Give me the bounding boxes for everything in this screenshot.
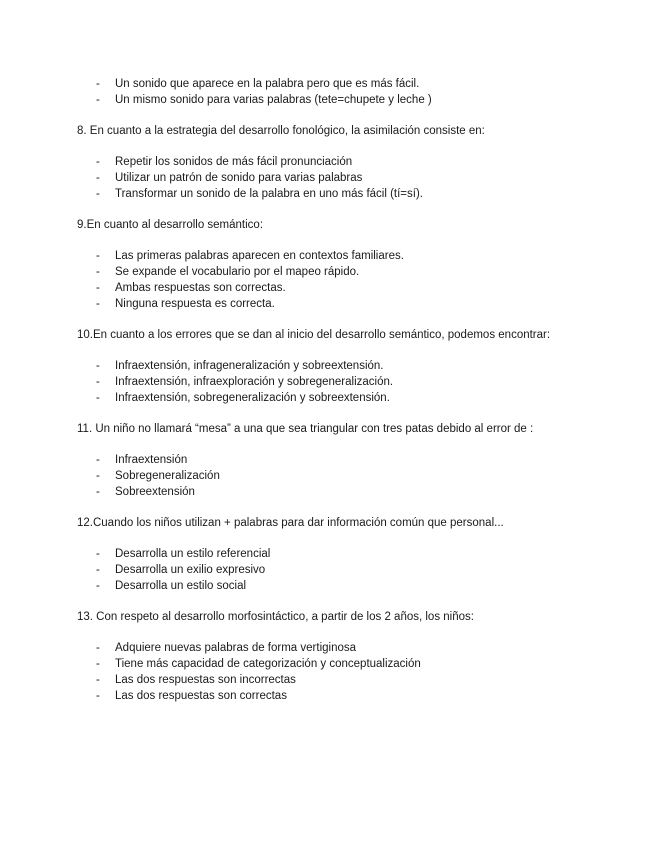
question-8: 8. En cuanto a la estrategia del desarrollo fonológico, la asimilación consiste en: [77, 125, 485, 137]
list-dash: - [96, 78, 100, 90]
list-dash: - [96, 250, 100, 262]
list-dash: - [96, 282, 100, 294]
option-item [77, 186, 637, 202]
option-item [77, 390, 637, 406]
list-dash: - [96, 454, 100, 466]
list-dash: - [96, 392, 100, 404]
list-dash: - [96, 470, 100, 482]
option-item [77, 374, 637, 390]
list-dash: - [96, 266, 100, 278]
option-item [77, 688, 637, 704]
option-text: Desarrolla un estilo referencial [115, 548, 271, 560]
option-text: Transformar un sonido de la palabra en uno más fácil (tí=sí). [115, 188, 423, 200]
question-10-options [77, 358, 637, 406]
option-item [77, 170, 637, 186]
list-dash: - [96, 580, 100, 592]
list-dash: - [96, 548, 100, 560]
list-dash: - [96, 674, 100, 686]
intro-option-list [77, 76, 637, 108]
option-item [77, 154, 637, 170]
question-9: 9.En cuanto al desarrollo semántico: [77, 219, 264, 231]
question-12: 12.Cuando los niños utilizan + palabras para dar información común que personal... [77, 517, 504, 529]
option-text: Ninguna respuesta es correcta. [115, 298, 275, 310]
option-text: Sobreextensión [115, 486, 195, 498]
list-dash: - [96, 94, 100, 106]
option-item [77, 484, 637, 500]
question-11: 11. Un niño no llamará “mesa” a una que sea triangular con tres patas debido al error de : [77, 423, 534, 435]
option-item [77, 264, 637, 280]
list-dash: - [96, 690, 100, 702]
option-text: Tiene más capacidad de categorización y conceptualización [115, 658, 421, 670]
document-content [77, 76, 637, 704]
option-text: Desarrolla un exilio expresivo [115, 564, 266, 576]
option-text: Desarrolla un estilo social [115, 580, 247, 592]
option-text: Adquiere nuevas palabras de forma vertiginosa [115, 642, 357, 654]
option-item [77, 546, 637, 562]
question-12-options [77, 546, 637, 594]
question-13-options [77, 640, 637, 704]
list-dash: - [96, 172, 100, 184]
list-dash: - [96, 486, 100, 498]
option-item [77, 672, 637, 688]
question-13: 13. Con respeto al desarrollo morfosintáctico, a partir de los 2 años, los niños: [77, 611, 474, 623]
option-item [77, 296, 637, 312]
option-item [77, 452, 637, 468]
option-text: Sobregeneralización [115, 470, 220, 482]
option-text: Se expande el vocabulario por el mapeo rápido. [115, 266, 360, 278]
option-item [77, 358, 637, 374]
option-text: Utilizar un patrón de sonido para varias palabras [115, 172, 363, 184]
option-text: Las dos respuestas son correctas [115, 690, 287, 702]
option-item [77, 562, 637, 578]
list-dash: - [96, 188, 100, 200]
list-dash: - [96, 298, 100, 310]
option-item [77, 578, 637, 594]
option-text: Las dos respuestas son incorrectas [115, 674, 296, 686]
option-text: Infraextensión, infraexploración y sobregeneralización. [115, 376, 394, 388]
option-text: Infraextensión [115, 454, 188, 466]
option-text: Repetir los sonidos de más fácil pronunciación [115, 156, 353, 168]
list-dash: - [96, 564, 100, 576]
option-item [77, 280, 637, 296]
option-text: Un sonido que aparece en la palabra pero que es más fácil. [115, 78, 420, 90]
option-text: Ambas respuestas son correctas. [115, 282, 286, 294]
option-item [77, 92, 637, 108]
list-dash: - [96, 642, 100, 654]
option-text: Infraextensión, infrageneralización y sobreextensión. [115, 360, 384, 372]
option-item [77, 468, 637, 484]
question-8-options [77, 154, 637, 202]
list-dash: - [96, 376, 100, 388]
option-item [77, 656, 637, 672]
option-item [77, 76, 637, 92]
option-text: Las primeras palabras aparecen en contextos familiares. [115, 250, 404, 262]
option-item [77, 640, 637, 656]
option-text: Un mismo sonido para varias palabras (tete=chupete y leche ) [115, 94, 432, 106]
list-dash: - [96, 658, 100, 670]
question-10: 10.En cuanto a los errores que se dan al inicio del desarrollo semántico, podemos encontrar: [77, 329, 551, 341]
question-9-options [77, 248, 637, 312]
list-dash: - [96, 360, 100, 372]
option-item [77, 248, 637, 264]
option-text: Infraextensión, sobregeneralización y sobreextensión. [115, 392, 390, 404]
list-dash: - [96, 156, 100, 168]
question-11-options [77, 452, 637, 500]
